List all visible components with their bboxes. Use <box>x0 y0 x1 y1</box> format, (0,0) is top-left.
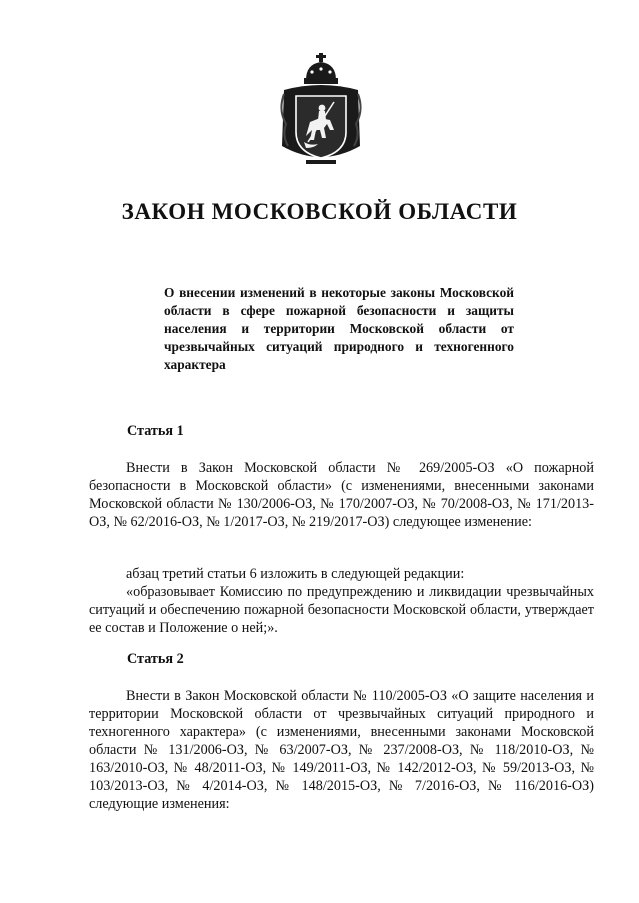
article-1-paragraph-1: Внести в Закон Московской области № 269/2005-ОЗ «О пожарной безопасности в Московской области» (с изменениями, внесенными законами Московской области № 130/2006-ОЗ, № 170/2007-ОЗ, № 70/2008-ОЗ, № 171/2013-ОЗ, № 62/2016-ОЗ, № 1/2017-ОЗ, № 219/2017-ОЗ) следующее изменение: <box>89 460 594 530</box>
coat-of-arms-icon <box>276 50 366 170</box>
article-1-paragraph-3: «образовывает Комиссию по предупреждению и ликвидации чрезвычайных ситуаций и обеспечению пожарной безопасности Московской области, утверждает ее состав и Положение о ней;». <box>89 584 594 636</box>
document-title: ЗАКОН МОСКОВСКОЙ ОБЛАСТИ <box>121 199 518 224</box>
document-subtitle: О внесении изменений в некоторые законы Московской области в сфере пожарной безопасности и защиты населения и территории Московской области от чрезвычайных ситуаций природного и техногенного характера <box>164 285 514 372</box>
article-1-heading: Статья 1 <box>127 423 184 439</box>
article-2-paragraph-1: Внести в Закон Московской области № 110/2005-ОЗ «О защите населения и территории Московской области от чрезвычайных ситуаций природного и техногенного характера» (с изменениями, внесенными законами Московской области № 131/2006-ОЗ, № 63/2007-ОЗ, № 237/2008-ОЗ, № 118/2010-ОЗ, № 163/2010-ОЗ, № 48/2011-ОЗ, № 149/2011-ОЗ, № 142/2012-ОЗ, № 59/2013-ОЗ, № 103/2013-ОЗ, № 4/2014-ОЗ, № 148/2015-ОЗ, № 7/2016-ОЗ, № 116/2016-ОЗ) следующие изменения: <box>89 688 594 812</box>
article-2-heading: Статья 2 <box>127 651 184 667</box>
article-1-paragraph-2: абзац третий статьи 6 изложить в следующей редакции: <box>126 566 465 582</box>
crown-icon <box>304 53 338 84</box>
